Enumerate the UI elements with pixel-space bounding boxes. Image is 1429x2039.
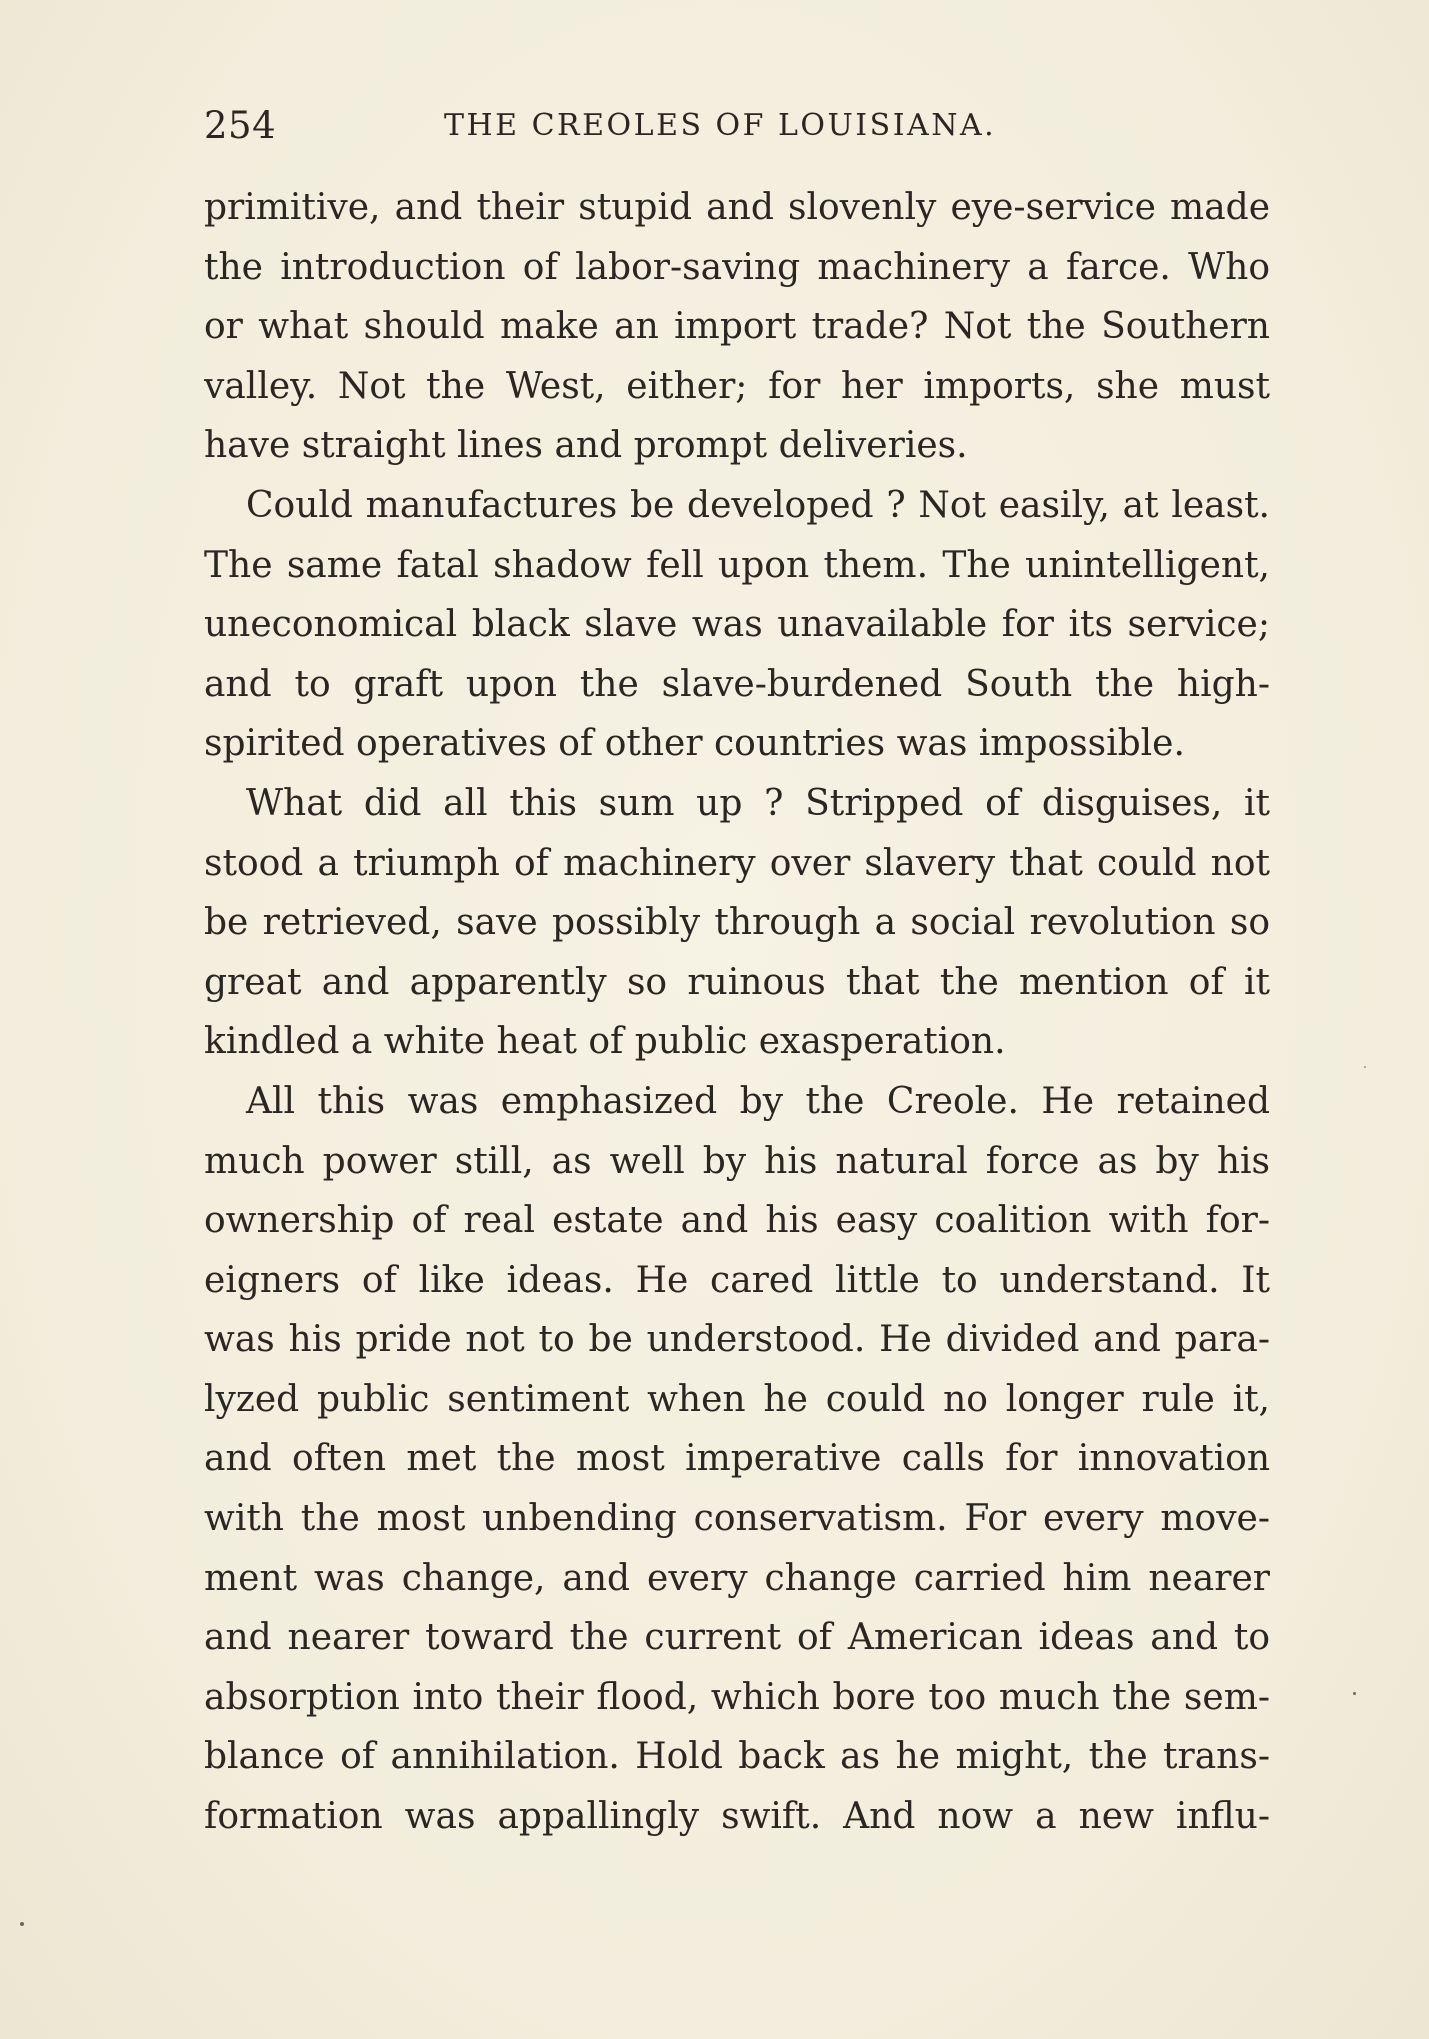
text-line: be retrieved, save possibly through a social revolution so (204, 902, 1270, 944)
text-line: ment was change, and every change carried him nearer (204, 1557, 1270, 1599)
text-line: and to graft upon the slave-burdened South the high- (204, 663, 1270, 705)
text-line: primitive, and their stupid and slovenly eye-service made (204, 187, 1270, 228)
page-number: 254 (204, 104, 277, 147)
text-line: kindled a white heat of public exasperation. (204, 1021, 1006, 1063)
text-line: the introduction of labor-saving machinery a farce. Who (204, 246, 1270, 288)
text-line: valley. Not the West, either; for her imports, she must (204, 365, 1270, 407)
paragraph-start-line: Could manufactures be developed ? Not easily, at least. (246, 484, 1270, 526)
text-line: have straight lines and prompt deliveries. (204, 425, 968, 467)
text-line: uneconomical black slave was unavailable for its service; (204, 604, 1270, 646)
text-line: blance of annihilation. Hold back as he might, the trans- (204, 1736, 1270, 1778)
paragraph-start-line: What did all this sum up ? Stripped of disguises, it (246, 782, 1270, 824)
text-line: was his pride not to be understood. He divided and para- (204, 1319, 1270, 1361)
text-line: spirited operatives of other countries was impossible. (204, 723, 1185, 765)
text-line: eigners of like ideas. He cared little to understand. It (204, 1259, 1270, 1301)
text-line: formation was appallingly swift. And now a new influ- (204, 1796, 1270, 1838)
paper-speck (20, 1922, 24, 1926)
running-title: THE CREOLES OF LOUISIANA. (444, 108, 997, 143)
text-line: much power still, as well by his natural force as by his (204, 1140, 1270, 1182)
text-line: with the most unbending conservatism. For every move- (204, 1498, 1270, 1540)
body-text (204, 178, 1270, 1847)
text-line: or what should make an import trade? Not the Southern (204, 306, 1270, 348)
text-line: great and apparently so ruinous that the mention of it (204, 961, 1270, 1003)
running-head (204, 104, 1270, 148)
paper-speck (1364, 1066, 1366, 1068)
paper-speck (1353, 1692, 1356, 1695)
paragraph-start-line: All this was emphasized by the Creole. He retained (246, 1080, 1270, 1122)
text-line: and nearer toward the current of American ideas and to (204, 1617, 1270, 1659)
text-line: ownership of real estate and his easy coalition with for- (204, 1200, 1270, 1242)
text-line: stood a triumph of machinery over slavery that could not (204, 842, 1270, 884)
text-line: and often met the most imperative calls for innovation (204, 1438, 1270, 1480)
text-line: lyzed public sentiment when he could no longer rule it, (204, 1378, 1270, 1420)
text-line: The same fatal shadow fell upon them. The unintelligent, (204, 544, 1270, 586)
text-line: absorption into their flood, which bore too much the sem- (204, 1676, 1270, 1718)
